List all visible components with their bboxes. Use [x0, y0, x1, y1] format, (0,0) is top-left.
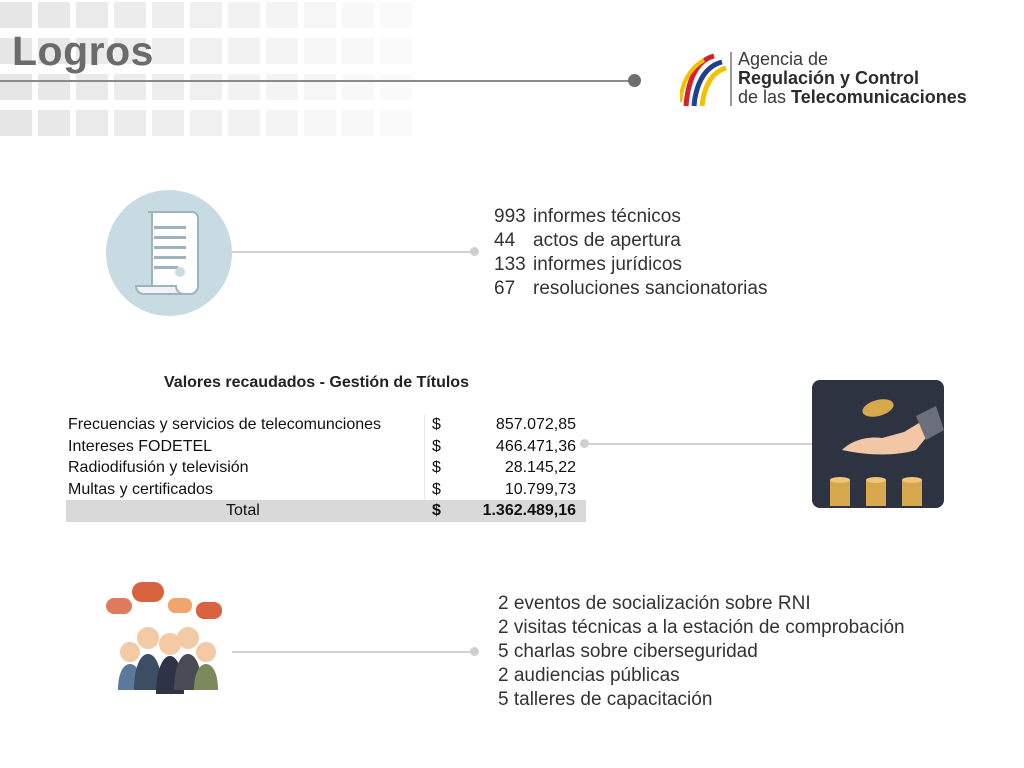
row-currency: $ [432, 480, 441, 498]
decorative-tile [76, 74, 108, 100]
decorative-tile [114, 74, 146, 100]
decorative-tile [114, 2, 146, 28]
decorative-tile [152, 74, 184, 100]
table-row [66, 457, 586, 479]
logo-line-3 [738, 88, 967, 107]
row-label: Multas y certificados [68, 480, 213, 498]
row-label: Radiodifusión y televisión [68, 459, 249, 476]
decorative-tile [342, 38, 374, 64]
title-divider [0, 80, 634, 82]
event-item: 5 charlas sobre ciberseguridad [498, 641, 758, 662]
decorative-tile [380, 110, 412, 136]
stat-row [494, 229, 767, 253]
decorative-tile [266, 110, 298, 136]
column-separator [424, 479, 425, 501]
row-amount: 10.799,73 [504, 480, 576, 498]
decorative-tile [152, 38, 184, 64]
logo-mark-icon [680, 48, 730, 108]
stat-label: resoluciones sancionatorias [533, 278, 768, 299]
stat-number: 44 [494, 230, 516, 251]
total-label: Total [226, 502, 260, 519]
row-amount: 857.072,85 [495, 416, 576, 433]
column-separator [424, 414, 425, 436]
decorative-tile [38, 74, 70, 100]
connector-dot-3 [470, 647, 479, 656]
logo-line-2: Regulación y Control [738, 68, 920, 88]
decorative-tile [152, 2, 184, 28]
decorative-tile [190, 38, 222, 64]
table-row [66, 414, 586, 436]
stat-label: informes jurídicos [533, 254, 682, 275]
row-currency: $ [432, 437, 441, 455]
hand-coins-icon [812, 380, 944, 508]
decorative-tile [228, 2, 260, 28]
logo-text [738, 50, 967, 107]
row-currency: $ [432, 459, 441, 476]
decorative-tile [380, 2, 412, 28]
row-label: Intereses FODETEL [68, 437, 213, 455]
stat-number: 67 [494, 278, 516, 299]
events-list [498, 592, 905, 712]
row-amount: 28.145,22 [504, 459, 576, 476]
decorative-tile [304, 2, 336, 28]
table-total-row [66, 500, 586, 522]
decorative-tile [0, 2, 32, 28]
decorative-tile [304, 74, 336, 100]
decorative-tile [342, 2, 374, 28]
logo-line-3-prefix: de las [738, 87, 792, 107]
table-row [66, 479, 586, 501]
document-scroll-icon [106, 190, 232, 316]
decorative-tile [190, 110, 222, 136]
stat-row [494, 277, 767, 301]
stat-row [494, 253, 767, 277]
stat-label: actos de apertura [533, 230, 681, 251]
stat-row [494, 205, 767, 229]
connector-line-1 [232, 251, 472, 253]
decorative-tile [266, 38, 298, 64]
decorative-tile [266, 2, 298, 28]
logo-line-1: Agencia de [738, 49, 829, 69]
decorative-tile [190, 2, 222, 28]
table-row [66, 436, 586, 458]
total-currency: $ [432, 502, 441, 519]
decorative-tile [228, 74, 260, 100]
stat-number: 993 [494, 206, 526, 227]
table-title: Valores recaudados - Gestión de Títulos [164, 374, 469, 391]
decorative-tile [38, 2, 70, 28]
decorative-tile [380, 38, 412, 64]
decorative-tile [76, 110, 108, 136]
technical-stats-list [494, 205, 767, 301]
decorative-tile [152, 110, 184, 136]
collections-table [66, 414, 586, 522]
arcotel-logo [680, 48, 980, 110]
connector-line-2 [586, 443, 812, 445]
connector-dot-1 [470, 247, 479, 256]
event-item: 5 talleres de capacitación [498, 689, 713, 710]
stat-number: 133 [494, 254, 526, 275]
logo-separator [730, 52, 732, 106]
page-title: Logros [12, 28, 154, 74]
stat-label: informes técnicos [533, 206, 681, 227]
connector-line-3 [232, 651, 472, 653]
event-item: 2 eventos de socialización sobre RNI [498, 593, 811, 614]
decorative-tile [38, 110, 70, 136]
decorative-tile [266, 74, 298, 100]
column-separator [424, 436, 425, 458]
decorative-tile [0, 74, 32, 100]
decorative-tile [228, 110, 260, 136]
column-separator [424, 457, 425, 479]
decorative-tile [228, 38, 260, 64]
total-amount: 1.362.489,16 [482, 502, 576, 519]
decorative-tile [190, 74, 222, 100]
row-label: Frecuencias y servicios de telecomunciones [68, 416, 382, 433]
decorative-tile [76, 2, 108, 28]
decorative-tile [342, 74, 374, 100]
decorative-tile [304, 38, 336, 64]
people-discussion-icon [100, 578, 230, 696]
decorative-tile [342, 110, 374, 136]
logo-line-3-bold: Telecomunicaciones [791, 87, 967, 107]
decorative-tile [304, 110, 336, 136]
event-item: 2 visitas técnicas a la estación de comprobación [498, 617, 905, 638]
decorative-tile [380, 74, 412, 100]
decorative-tile [0, 110, 32, 136]
row-currency: $ [432, 416, 441, 433]
title-divider-dot [628, 74, 641, 87]
event-item: 2 audiencias públicas [498, 665, 680, 686]
row-amount: 466.471,36 [495, 437, 576, 455]
decorative-tile [114, 110, 146, 136]
